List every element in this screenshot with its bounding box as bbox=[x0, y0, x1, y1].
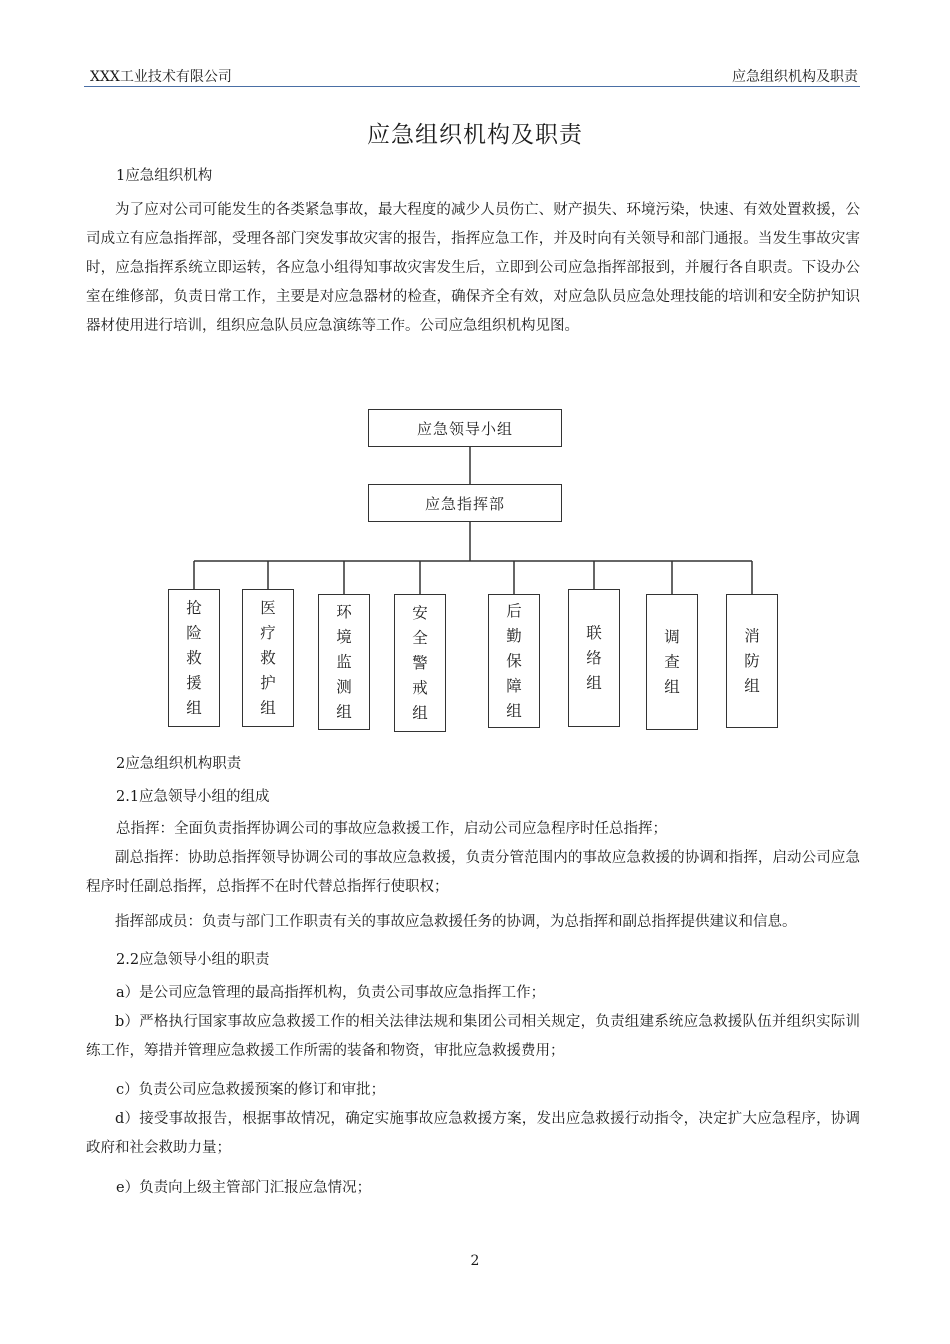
duty-item-a: a）是公司应急管理的最高指挥机构，负责公司事故应急指挥工作； bbox=[116, 985, 546, 1001]
deputy-commander-duty: 副总指挥：协助总指挥领导协调公司的事故应急救援，负责分管范围内的事故应急救援的协调和指挥，启动公司应急程序时任副总指挥，总指挥不在时代替总指挥行使职权； bbox=[86, 850, 860, 895]
node-leader-group: 应急领导小组 bbox=[368, 409, 562, 447]
node-group-medical: 医疗救护组 bbox=[242, 589, 294, 727]
org-chart bbox=[160, 404, 780, 740]
section1-heading: 1应急组织机构 bbox=[116, 168, 213, 184]
header-company: XXX工业技术有限公司 bbox=[90, 69, 232, 85]
chief-commander-duty: 总指挥：全面负责指挥协调公司的事故应急救援工作，启动公司应急程序时任总指挥； bbox=[116, 821, 667, 837]
node-group-liaison: 联络组 bbox=[568, 589, 620, 727]
document-title: 应急组织机构及职责 bbox=[367, 122, 583, 148]
node-group-security: 安全警戒组 bbox=[394, 594, 446, 732]
node-command-center: 应急指挥部 bbox=[368, 484, 562, 522]
section2-heading: 2应急组织机构职责 bbox=[116, 756, 242, 772]
header-doc-title: 应急组织机构及职责 bbox=[732, 69, 858, 85]
duty-item-b: b）严格执行国家事故应急救援工作的相关法律法规和集团公司相关规定，负责组建系统应急救援队伍并组织实际训练工作，筹措并管理应急救援工作所需的装备和物资，审批应急救援费用； bbox=[86, 1014, 860, 1059]
node-group-logistics: 后勤保障组 bbox=[488, 594, 540, 728]
page-number: 2 bbox=[470, 1253, 480, 1269]
command-members-duty: 指挥部成员：负责与部门工作职责有关的事故应急救援任务的协调，为总指挥和副总指挥提供建议和信息。 bbox=[115, 914, 797, 930]
section2-1-heading: 2.1应急领导小组的组成 bbox=[116, 789, 270, 805]
node-group-environment: 环境监测组 bbox=[318, 594, 370, 730]
node-group-rescue: 抢险救援组 bbox=[168, 589, 220, 727]
duty-item-c: c）负责公司应急救援预案的修订和审批； bbox=[116, 1082, 386, 1098]
node-group-fire: 消防组 bbox=[726, 594, 778, 728]
page-header bbox=[84, 64, 860, 87]
duty-item-e: e）负责向上级主管部门汇报应急情况； bbox=[116, 1180, 372, 1196]
section2-2-heading: 2.2应急领导小组的职责 bbox=[116, 952, 270, 968]
section1-paragraph: 为了应对公司可能发生的各类紧急事故，最大程度的减少人员伤亡、财产损失、环境污染，快速、有效处置救援，公司成立有应急指挥部，受理各部门突发事故灾害的报告，指挥应急工作，并及时向有关领导和部门通报。当发生事故灾害时，应急指挥系统立即运转，各应急小组得知事故灾害发生后，立即到公司应急指挥部报到，并履行各自职责。下设办公室在维修部，负责日常工作，主要是对应急器材的检查，确保齐全有效，对应急队员应急处理技能的培训和安全防护知识器材使用进行培训，组织应急队员应急演练等工作。公司应急组织机构见图。 bbox=[86, 202, 860, 334]
duty-item-d: d）接受事故报告，根据事故情况，确定实施事故应急救援方案，发出应急救援行动指令，决定扩大应急程序，协调政府和社会救助力量； bbox=[86, 1111, 860, 1156]
node-group-investigation: 调查组 bbox=[646, 594, 698, 730]
